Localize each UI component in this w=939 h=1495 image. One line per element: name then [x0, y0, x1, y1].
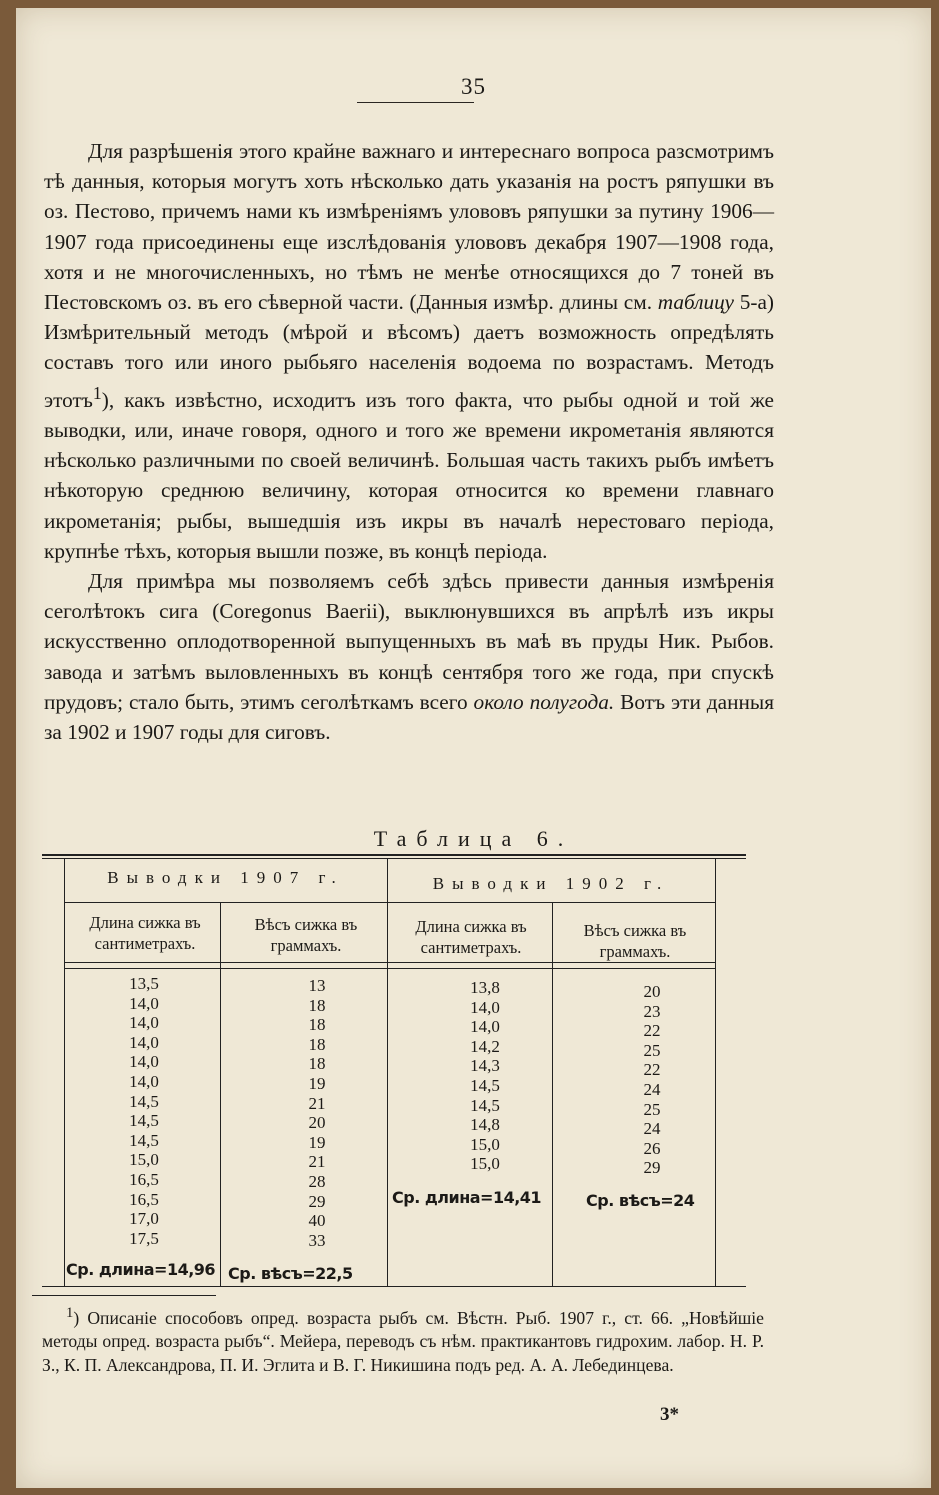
average-length-1902: Ср. длина=14,41: [392, 1188, 542, 1207]
group-rule-right: [387, 902, 715, 903]
table-cell: 15,0: [470, 1154, 500, 1174]
table-top-rule: [42, 854, 746, 856]
data-table: [42, 854, 746, 1286]
table-cell: 13,5: [129, 974, 159, 993]
column-length-1907: [114, 974, 174, 1248]
text-run: Для примѣра мы позволяемъ себѣ здѣсь привести данныя измѣренія сеголѣтокъ сига (Coregonus Baerii), выклюнувшихся въ апрѣлѣ изъ икры искусственно оплодотворенной выпущенныхъ въ маѣ въ пруды Ник. Рыбов. завода и затѣмъ выловленныхъ въ концѣ сентября того же года, при спускѣ прудовъ; стало быть, этимъ сеголѣткамъ всего: [44, 568, 774, 714]
table-cell: 18: [308, 1034, 326, 1054]
header-weight-1907: Вѣсъ сижка въ граммахъ.: [254, 915, 358, 955]
group-rule-left: [64, 902, 387, 903]
column-length-1902: [455, 978, 515, 1174]
body-paragraph: [44, 566, 774, 747]
table-cell: 24: [643, 1119, 661, 1139]
table-cell: 14,2: [470, 1036, 500, 1056]
table-cell: 14,0: [129, 1052, 159, 1072]
text-run: Вотъ эти данныя за 1902 и 1907 годы для сиговъ.: [44, 689, 774, 744]
table-cell: 14,0: [470, 1017, 500, 1037]
text-run: 5-а) Измѣрительный методъ (мѣрой и вѣсомъ) даетъ возможность опредѣлять составъ того или иного рыбьяго населенія водоема по возрастамъ. Методъ этотъ: [44, 290, 775, 412]
footnote-marker: 1: [66, 1305, 74, 1321]
text-run: ), какъ извѣстно, исходитъ изъ того факта, что рыбы одной и той же выводки, или, иначе говоря, одного и того же времени икрометанія являются нѣсколько различными по своей величинѣ. Большая часть такихъ рыбъ имѣетъ нѣкоторую среднюю величину, которая относится ко времени главнаго икрометанія; рыбы, вышедшія изъ икры въ началѣ нерестоваго періода, крупнѣе тѣхъ, которыя вышли позже, въ концѣ періода.: [44, 387, 774, 563]
table-cell: 33: [308, 1230, 326, 1250]
table-cell: 13,8: [470, 978, 500, 997]
average-length-1907: Ср. длина=14,96: [66, 1260, 216, 1279]
header-length-1902: Длина сижка въ сантиметрахъ.: [415, 917, 527, 957]
table-cell: 14,5: [129, 1130, 159, 1150]
table-cell: 14,3: [470, 1056, 500, 1076]
table-cell: 14,8: [470, 1115, 500, 1135]
col-divider-3: [552, 902, 553, 1286]
average-weight-1902: Ср. вѣсъ=24: [586, 1191, 695, 1210]
table-right-rule: [715, 858, 716, 1286]
table-cell: 15,0: [470, 1134, 500, 1154]
header-rule: [64, 962, 715, 963]
printer-signature: 3*: [660, 1404, 679, 1425]
column-weight-1907: [287, 976, 347, 1250]
document-page: [16, 8, 931, 1488]
table-cell: 14,0: [129, 1071, 159, 1091]
table-cell: 24: [643, 1079, 661, 1099]
table-cell: 16,5: [129, 1169, 159, 1189]
footnote-rule: [32, 1295, 216, 1296]
group-header-1907: Выводки 1907 г.: [107, 868, 344, 887]
table-cell: 26: [643, 1138, 661, 1158]
footnote: [42, 1302, 764, 1377]
footnote-text: ) Описаніе способовъ опред. возраста рыбъ см. Вѣстн. Рыб. 1907 г., ст. 66. „Новѣйшіе методы опред. возраста рыбъ“. Мейера, переводъ съ нѣм. практикантовъ гидрохим. лабор. Н. Р. З., К. П. Александрова, П. И. Эглита и В. Г. Никишина подъ ред. А. А. Лебединцева.: [42, 1307, 764, 1375]
table-cell: 17,5: [129, 1228, 159, 1248]
table-cell: 22: [643, 1060, 661, 1080]
group-divider: [387, 858, 388, 1286]
italic-text: таблицу: [657, 290, 734, 315]
table-cell: 28: [308, 1171, 326, 1191]
table-cell: 21: [308, 1093, 326, 1113]
table-cell: 18: [308, 1015, 326, 1035]
table-cell: 14,5: [470, 1075, 500, 1095]
page-number: 35: [461, 74, 486, 99]
table-cell: 14,0: [129, 993, 159, 1013]
average-weight-1907: Ср. вѣсъ=22,5: [228, 1264, 353, 1283]
table-cell: 22: [643, 1021, 661, 1041]
table-cell: 18: [308, 1054, 326, 1074]
body-paragraph: [44, 136, 774, 566]
table-cell: 23: [643, 1001, 661, 1021]
table-cell: 18: [308, 995, 326, 1015]
table-cell: 25: [643, 1099, 661, 1119]
table-cell: 14,5: [129, 1091, 159, 1111]
table-cell: 40: [308, 1211, 326, 1231]
table-cell: 29: [308, 1191, 326, 1211]
table-cell: 29: [643, 1158, 661, 1178]
page-number-rule: [357, 102, 474, 103]
table-cell: 13: [308, 976, 326, 995]
table-cell: 19: [308, 1132, 326, 1152]
header-rule-2: [64, 968, 715, 969]
table-cell: 19: [308, 1073, 326, 1093]
table-cell: 16,5: [129, 1189, 159, 1209]
header-weight-1902: Вѣсъ сижка въ граммахъ.: [583, 921, 687, 961]
table-cell: 20: [643, 982, 661, 1001]
table-left-rule: [64, 858, 65, 1286]
italic-text: около полугода.: [473, 689, 615, 714]
table-cell: 25: [643, 1040, 661, 1060]
table-cell: 20: [308, 1113, 326, 1133]
table-cell: 17,0: [129, 1209, 159, 1229]
footnote-ref: 1: [92, 382, 102, 403]
table-cell: 15,0: [129, 1150, 159, 1170]
column-weight-1902: [622, 982, 682, 1178]
table-cell: 14,5: [470, 1095, 500, 1115]
table-cell: 21: [308, 1152, 326, 1172]
table-cell: 14,0: [129, 1032, 159, 1052]
table-cell: 14,0: [129, 1013, 159, 1033]
header-length-1907: Длина сижка въ сантиметрахъ.: [89, 913, 201, 953]
group-header-1902: Выводки 1902 г.: [432, 874, 670, 893]
table-bottom-rule: [42, 1286, 746, 1287]
table-caption: Таблица 6.: [373, 826, 574, 851]
text-run: Для разрѣшенія этого крайне важнаго и интереснаго вопроса разсмотримъ тѣ данныя, которыя могутъ хоть нѣсколько дать указанія на ростъ ряпушки въ оз. Пестово, причемъ нами къ измѣреніямъ улововъ ряпушки за путину 1906—1907 года присоединены еще изслѣдованія улововъ декабря 1907—1908 года, хотя и не многочисленныхъ, но тѣмъ не менѣе относящихся до 7 тоней въ Пестовскомъ оз. въ его сѣверной части. (Данныя измѣр. длины см.: [44, 139, 774, 315]
col-divider-1: [220, 902, 221, 1286]
table-cell: 14,5: [129, 1111, 159, 1131]
table-top-rule-2: [42, 858, 746, 859]
body-text: [44, 136, 774, 747]
table-cell: 14,0: [470, 997, 500, 1017]
